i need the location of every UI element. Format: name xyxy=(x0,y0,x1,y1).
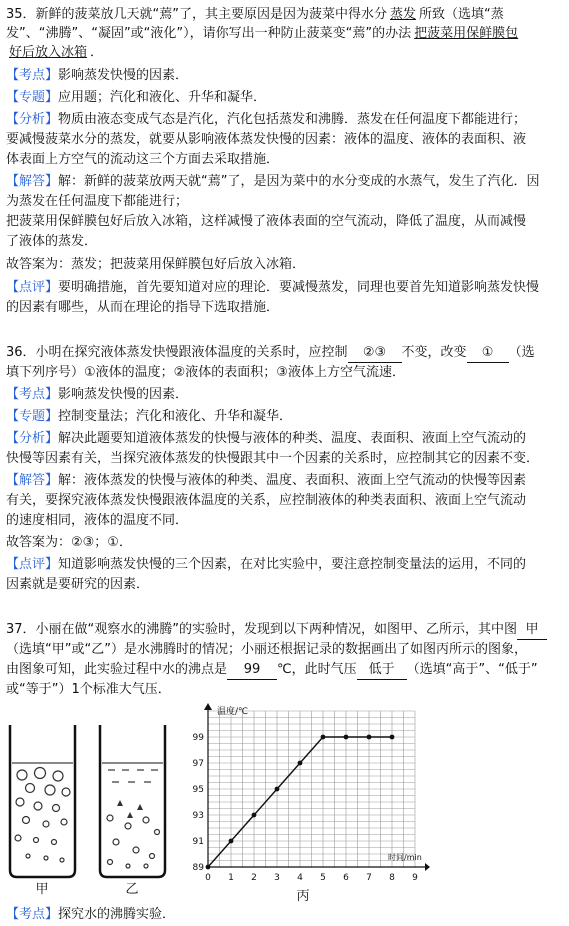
q36-answer-blank-2: ① xyxy=(467,344,509,363)
dianping-tag: 【点评】 xyxy=(6,280,59,295)
y-tick-label: 99 xyxy=(192,733,204,743)
data-point xyxy=(321,735,326,740)
beaker-figures xyxy=(0,700,200,900)
x-tick-label: 0 xyxy=(205,873,211,883)
chart-axes xyxy=(204,703,430,871)
q37-question-line-2: （选填“甲”或“乙”）是水沸腾时的情况；小丽还根据记录的数据画出了如图丙所示的图象， xyxy=(6,642,527,657)
y-tick-label: 93 xyxy=(192,811,204,821)
q35-jieda-line-2: 为蒸发在任何温度下都能进行； xyxy=(6,194,189,209)
q36-fenxi-line-2: 快慢等因素有关，当探究液体蒸发的快慢跟其中一个因素的关系时，应控制其它的因素不变． xyxy=(6,451,540,466)
x-tick-label: 4 xyxy=(297,873,303,883)
data-point xyxy=(252,813,257,818)
y-tick-label: 91 xyxy=(192,837,204,847)
q35-jieda-line-3: 把菠菜用保鲜膜包好后放入冰箱，这样减慢了液体表面的空气流动，降低了温度，从而减慢 xyxy=(6,214,527,229)
x-tick-label: 8 xyxy=(389,873,395,883)
data-point xyxy=(344,735,349,740)
q35-zhuanti: 【专题】应用题；汽化和液化、升华和凝华． xyxy=(6,90,267,105)
chart-grid xyxy=(208,711,415,867)
x-tick-label: 9 xyxy=(412,873,418,883)
x-tick-label: 7 xyxy=(366,873,372,883)
q37-answer-blank-3: 低于 xyxy=(357,661,407,680)
x-tick-label: 1 xyxy=(228,873,234,883)
q35-answer-blank-1: 蒸发 xyxy=(390,7,417,22)
q35-dianping-line-2: 的因素有哪些，从而在理论的指导下选取措施． xyxy=(6,300,280,315)
q35-question-line-1: 35．新鲜的菠菜放几天就“蔫”了，其主要原因是因为菠菜中得水分 蒸发 所致（选填“蒸 xyxy=(6,7,504,22)
q35-fenxi-line-1: 【分析】物质由液态变成气态是汽化，汽化包括蒸发和沸腾．蒸发在任何温度下都能进行； xyxy=(6,112,527,127)
q36-question-line-2: 填下列序号）①液体的温度；②液体的表面积；③液体上方空气流速． xyxy=(6,365,405,380)
q35-question-line-2: 发”、“沸腾”、“凝固”或“液化”），请你写出一种防止菠菜变“蔫”的办法 把菠菜用保鲜膜包 xyxy=(6,25,521,43)
beaker-jia xyxy=(10,725,75,877)
q36-kaodian: 【考点】影响蒸发快慢的因素． xyxy=(6,387,189,402)
jieda-tag: 【解答】 xyxy=(6,473,59,488)
q35-question-line-3: 好后放入冰箱 ． xyxy=(6,44,103,62)
q35-jieda-line-1: 【解答】解：新鲜的菠菜放两天就“蔫”了，是因为菜中的水分变成的水蒸气，发生了汽化．因 xyxy=(6,174,540,189)
q36-dianping-line-1: 【点评】知道影响蒸发快慢的三个因素，在对比实验中，要注意控制变量法的运用，不同的 xyxy=(6,557,527,572)
q37-kaodian: 【考点】探究水的沸腾实验． xyxy=(6,907,176,922)
kaodian-tag: 【考点】 xyxy=(6,387,59,402)
q36-answer: 故答案为：②③；①． xyxy=(6,535,132,550)
q35-dianping-line-1: 【点评】要明确措施，首先要知道对应的理论．要减慢蒸发，同理也要首先知道影响蒸发快慢 xyxy=(6,280,540,295)
q36-answer-blank-1: ②③ xyxy=(348,344,402,363)
kaodian-tag: 【考点】 xyxy=(6,907,59,922)
q37-question-line-4: 或“等于”）1个标准大气压． xyxy=(6,682,171,697)
q35-answer-blank-2a: 把菠菜用保鲜膜包 xyxy=(414,26,519,41)
beaker-yi xyxy=(100,725,165,877)
boiling-chart xyxy=(190,700,430,905)
data-point xyxy=(206,865,211,870)
q37-question-line-1: 37．小丽在做“观察水的沸腾”的实验时，发现到以下两种情况，如图甲、乙所示，其中图 甲 xyxy=(6,621,547,639)
x-axis-arrow-icon xyxy=(425,863,430,871)
data-point xyxy=(298,761,303,766)
q36-jieda-line-1: 【解答】解：液体蒸发的快慢与液体的种类、温度、表面积、液面上空气流动的快慢等因素 xyxy=(6,473,527,488)
label-yi: 乙 xyxy=(125,882,139,897)
q35-answer: 故答案为：蒸发；把菠菜用保鲜膜包好后放入冰箱． xyxy=(6,257,306,272)
q35-fenxi-line-3: 体表面上方空气的流动这三个方面去采取措施． xyxy=(6,152,280,167)
data-point xyxy=(229,839,234,844)
q36-fenxi-line-1: 【分析】解决此题要知道液体蒸发的快慢与液体的种类、温度、表面积、液面上空气流动的 xyxy=(6,431,527,446)
zhuanti-tag: 【专题】 xyxy=(6,90,59,105)
q35-jieda-line-4: 了液体的蒸发． xyxy=(6,234,98,249)
x-tick-label: 6 xyxy=(343,873,349,883)
x-tick-label: 5 xyxy=(320,873,326,883)
q36-question-line-1: 36．小明在探究液体蒸发快慢跟液体温度的关系时，应控制 ②③ 不变，改变 ① （选 xyxy=(6,344,535,362)
q35-kaodian: 【考点】影响蒸发快慢的因素． xyxy=(6,68,189,83)
chart-ylabel: 温度/℃ xyxy=(217,707,249,717)
q37-answer-blank-1: 甲 xyxy=(517,621,547,640)
q35-answer-blank-2b: 好后放入冰箱 xyxy=(9,45,88,60)
y-axis-arrow-icon xyxy=(204,703,212,710)
kaodian-tag: 【考点】 xyxy=(6,68,59,83)
y-tick-label: 95 xyxy=(192,785,204,795)
x-tick-label: 2 xyxy=(251,873,257,883)
data-point xyxy=(275,787,280,792)
dianping-tag: 【点评】 xyxy=(6,557,59,572)
q36-dianping-line-2: 因素就是要研究的因素． xyxy=(6,577,150,592)
label-jia: 甲 xyxy=(35,882,49,897)
label-bing: 丙 xyxy=(296,889,310,904)
q35-fenxi-line-2: 要减慢菠菜水分的蒸发，就要从影响液体蒸发快慢的因素：液体的温度、液体的表面积、液 xyxy=(6,132,527,147)
data-point xyxy=(390,735,395,740)
y-tick-label: 89 xyxy=(192,863,204,873)
x-tick-label: 3 xyxy=(274,873,280,883)
fenxi-tag: 【分析】 xyxy=(6,112,59,127)
y-tick-label: 97 xyxy=(192,759,204,769)
jieda-tag: 【解答】 xyxy=(6,174,59,189)
fenxi-tag: 【分析】 xyxy=(6,431,59,446)
zhuanti-tag: 【专题】 xyxy=(6,409,59,424)
q36-jieda-line-3: 的速度相同，液体的温度不同． xyxy=(6,513,189,528)
data-point xyxy=(367,735,372,740)
q36-jieda-line-2: 有关，要探究液体蒸发快慢跟液体温度的关系，应控制液体的种类表面积、液面上空气流动 xyxy=(6,493,527,508)
chart-xlabel: 时间/min xyxy=(388,853,422,862)
q37-answer-blank-2: 99 xyxy=(227,661,277,680)
q37-question-line-3: 由图象可知，此实验过程中水的沸点是 99 ℃，此时气压 低于 （选填“高于”、“低于” xyxy=(6,661,538,679)
q36-zhuanti: 【专题】控制变量法；汽化和液化、升华和凝华． xyxy=(6,409,293,424)
